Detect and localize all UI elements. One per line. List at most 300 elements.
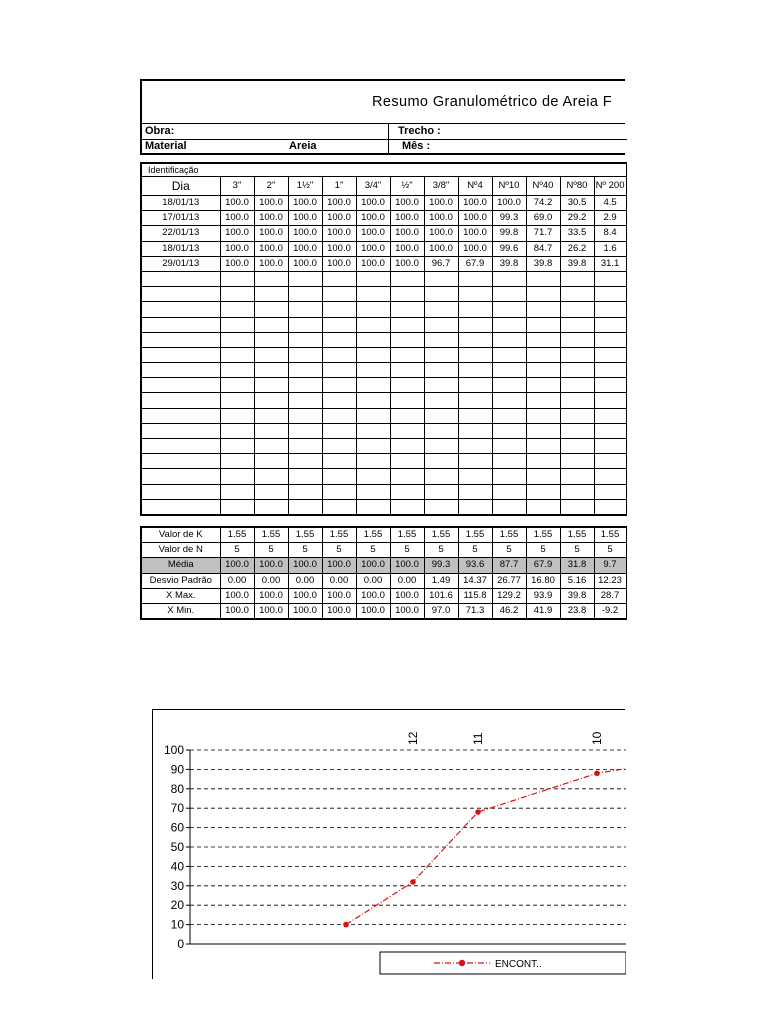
empty-cell [424, 439, 458, 454]
chart-svg [153, 710, 626, 980]
stats-value: 1.55 [254, 527, 288, 543]
empty-cell [424, 393, 458, 408]
empty-cell [526, 469, 560, 484]
sieve-value: 100.0 [356, 196, 390, 211]
stats-value: 1.55 [526, 527, 560, 543]
empty-row [141, 484, 626, 499]
empty-cell [141, 469, 220, 484]
empty-cell [560, 499, 594, 515]
empty-cell [141, 393, 220, 408]
empty-cell [560, 439, 594, 454]
stats-value: -9.2 [594, 603, 626, 619]
stats-value: 0.00 [220, 573, 254, 588]
stats-value: 1.55 [288, 527, 322, 543]
row-date: 18/01/13 [141, 196, 220, 211]
sieve-value: 100.0 [390, 256, 424, 271]
sieve-header: 3/4" [356, 177, 390, 196]
day-header: Dia [141, 177, 220, 196]
empty-cell [141, 271, 220, 286]
granulometry-table [140, 162, 627, 516]
stats-value: 100.0 [356, 603, 390, 619]
y-tick-label: 90 [170, 762, 184, 777]
empty-cell [424, 408, 458, 423]
empty-cell [220, 363, 254, 378]
sieve-value: 99.8 [492, 226, 526, 241]
empty-cell [424, 332, 458, 347]
sieve-header: ½" [390, 177, 424, 196]
stats-value: 1.55 [492, 527, 526, 543]
empty-cell [594, 393, 626, 408]
sieve-value: 100.0 [356, 211, 390, 226]
stats-value: 100.0 [220, 603, 254, 619]
sieve-header: 2" [254, 177, 288, 196]
empty-cell [322, 408, 356, 423]
empty-cell [526, 317, 560, 332]
empty-cell [254, 271, 288, 286]
empty-cell [288, 408, 322, 423]
empty-cell [492, 408, 526, 423]
empty-cell [254, 484, 288, 499]
empty-cell [424, 484, 458, 499]
empty-cell [288, 347, 322, 362]
stats-label: X Min. [141, 603, 220, 619]
stats-value: 1.55 [424, 527, 458, 543]
top-axis-label: 10 [590, 731, 604, 745]
empty-row [141, 317, 626, 332]
stats-label: Desvio Padrão [141, 573, 220, 588]
empty-cell [458, 408, 492, 423]
empty-cell [526, 408, 560, 423]
empty-cell [322, 302, 356, 317]
empty-cell [254, 378, 288, 393]
mes-label: Mês : [402, 140, 431, 152]
empty-cell [390, 408, 424, 423]
empty-cell [322, 469, 356, 484]
empty-cell [288, 423, 322, 438]
sieve-value: 26.2 [560, 241, 594, 256]
empty-cell [492, 454, 526, 469]
sieve-value: 100.0 [322, 256, 356, 271]
stats-value: 1.55 [356, 527, 390, 543]
sieve-value: 100.0 [288, 256, 322, 271]
stats-value: 97.0 [424, 603, 458, 619]
empty-cell [526, 423, 560, 438]
sieve-header: Nº 200 [594, 177, 626, 196]
empty-cell [492, 317, 526, 332]
sieve-value: 1.6 [594, 241, 626, 256]
stats-value: 23.8 [560, 603, 594, 619]
header-row [141, 177, 626, 196]
empty-cell [356, 499, 390, 515]
empty-cell [560, 393, 594, 408]
sieve-value: 100.0 [458, 241, 492, 256]
sieve-value: 100.0 [220, 241, 254, 256]
sieve-value: 100.0 [458, 226, 492, 241]
sieve-value: 67.9 [458, 256, 492, 271]
sieve-value: 31.1 [594, 256, 626, 271]
empty-cell [288, 302, 322, 317]
empty-cell [390, 454, 424, 469]
empty-cell [356, 439, 390, 454]
stats-value: 31.8 [560, 558, 594, 573]
empty-cell [560, 454, 594, 469]
empty-cell [254, 439, 288, 454]
empty-cell [560, 484, 594, 499]
empty-cell [254, 302, 288, 317]
empty-cell [322, 317, 356, 332]
empty-cell [220, 499, 254, 515]
empty-cell [356, 378, 390, 393]
empty-cell [356, 363, 390, 378]
empty-cell [141, 363, 220, 378]
stats-value: 100.0 [288, 603, 322, 619]
stats-value: 93.6 [458, 558, 492, 573]
empty-cell [322, 484, 356, 499]
sieve-value: 71.7 [526, 226, 560, 241]
data-point [410, 879, 416, 885]
stats-value: 9.7 [594, 558, 626, 573]
sieve-value: 100.0 [390, 211, 424, 226]
stats-row [141, 603, 626, 619]
sieve-value: 100.0 [220, 226, 254, 241]
y-tick-label: 80 [170, 781, 184, 796]
empty-cell [220, 287, 254, 302]
empty-cell [322, 271, 356, 286]
empty-cell [220, 393, 254, 408]
empty-cell [458, 302, 492, 317]
stats-row [141, 543, 626, 558]
empty-cell [492, 378, 526, 393]
empty-cell [492, 439, 526, 454]
stats-value: 5 [424, 543, 458, 558]
top-axis-label: 12 [406, 731, 420, 745]
empty-row [141, 347, 626, 362]
series-line [346, 767, 626, 924]
sieve-value: 29.2 [560, 211, 594, 226]
sieve-header: 1" [322, 177, 356, 196]
empty-cell [356, 287, 390, 302]
empty-cell [220, 423, 254, 438]
material-label: Material [145, 140, 187, 152]
empty-cell [560, 317, 594, 332]
empty-cell [390, 271, 424, 286]
stats-value: 1.55 [458, 527, 492, 543]
empty-cell [356, 347, 390, 362]
empty-row [141, 408, 626, 423]
empty-cell [594, 408, 626, 423]
sieve-header: 1½" [288, 177, 322, 196]
empty-cell [390, 363, 424, 378]
empty-row [141, 423, 626, 438]
stats-row [141, 588, 626, 603]
empty-cell [390, 439, 424, 454]
empty-cell [390, 332, 424, 347]
sieve-value: 30.5 [560, 196, 594, 211]
empty-cell [220, 317, 254, 332]
empty-cell [526, 332, 560, 347]
empty-cell [356, 484, 390, 499]
empty-cell [141, 423, 220, 438]
sieve-value: 100.0 [390, 241, 424, 256]
stats-value: 67.9 [526, 558, 560, 573]
stats-value: 5.16 [560, 573, 594, 588]
empty-cell [492, 484, 526, 499]
empty-cell [526, 347, 560, 362]
empty-cell [141, 332, 220, 347]
row-date: 22/01/13 [141, 226, 220, 241]
stats-value: 5 [458, 543, 492, 558]
stats-value: 99.3 [424, 558, 458, 573]
stats-label: X Max. [141, 588, 220, 603]
stats-value: 0.00 [390, 573, 424, 588]
sieve-value: 100.0 [390, 226, 424, 241]
empty-cell [594, 439, 626, 454]
sieve-header: 3" [220, 177, 254, 196]
empty-cell [458, 363, 492, 378]
legend-marker [459, 960, 465, 966]
y-tick-label: 10 [170, 917, 184, 932]
empty-cell [220, 347, 254, 362]
empty-cell [594, 271, 626, 286]
empty-cell [458, 423, 492, 438]
stats-value: 100.0 [322, 558, 356, 573]
stats-value: 100.0 [254, 558, 288, 573]
empty-cell [288, 393, 322, 408]
empty-cell [254, 347, 288, 362]
empty-cell [424, 347, 458, 362]
y-tick-label: 40 [170, 859, 184, 874]
empty-cell [560, 302, 594, 317]
empty-cell [458, 378, 492, 393]
sieve-value: 100.0 [424, 211, 458, 226]
empty-cell [356, 302, 390, 317]
empty-cell [356, 454, 390, 469]
empty-row [141, 439, 626, 454]
y-tick-label: 20 [170, 898, 184, 913]
empty-cell [458, 317, 492, 332]
sieve-value: 100.0 [254, 241, 288, 256]
empty-cell [424, 423, 458, 438]
stats-value: 1.55 [322, 527, 356, 543]
stats-value: 12.23 [594, 573, 626, 588]
empty-cell [220, 484, 254, 499]
empty-cell [424, 469, 458, 484]
sieve-value: 96.7 [424, 256, 458, 271]
stats-value: 26.77 [492, 573, 526, 588]
stats-value: 39.8 [560, 588, 594, 603]
info-row-material [142, 139, 627, 154]
empty-cell [322, 378, 356, 393]
empty-row [141, 332, 626, 347]
empty-cell [141, 484, 220, 499]
grading-chart [152, 709, 625, 979]
empty-cell [254, 317, 288, 332]
empty-row [141, 393, 626, 408]
sieve-value: 69.0 [526, 211, 560, 226]
stats-value: 100.0 [390, 588, 424, 603]
stats-value: 14.37 [458, 573, 492, 588]
trecho-label: Trecho : [398, 125, 441, 137]
sieve-header: Nº40 [526, 177, 560, 196]
empty-cell [458, 454, 492, 469]
empty-row [141, 287, 626, 302]
stats-value: 100.0 [356, 558, 390, 573]
empty-cell [141, 439, 220, 454]
empty-cell [424, 363, 458, 378]
empty-cell [560, 378, 594, 393]
empty-cell [424, 499, 458, 515]
sieve-value: 100.0 [322, 241, 356, 256]
empty-cell [322, 332, 356, 347]
sieve-header: 3/8" [424, 177, 458, 196]
sieve-value: 39.8 [526, 256, 560, 271]
empty-cell [594, 302, 626, 317]
stats-value: 100.0 [288, 588, 322, 603]
stats-value: 115.8 [458, 588, 492, 603]
sieve-value: 100.0 [458, 196, 492, 211]
empty-cell [458, 287, 492, 302]
empty-cell [220, 378, 254, 393]
stats-value: 129.2 [492, 588, 526, 603]
stats-value: 0.00 [288, 573, 322, 588]
empty-cell [254, 423, 288, 438]
info-block [140, 123, 625, 155]
empty-cell [526, 499, 560, 515]
empty-cell [560, 332, 594, 347]
sieve-value: 100.0 [424, 241, 458, 256]
statistics-table [140, 526, 627, 620]
sieve-header: Nº10 [492, 177, 526, 196]
empty-cell [526, 271, 560, 286]
stats-row [141, 527, 626, 543]
empty-cell [424, 378, 458, 393]
stats-value: 5 [322, 543, 356, 558]
empty-cell [390, 423, 424, 438]
empty-cell [322, 423, 356, 438]
empty-cell [141, 317, 220, 332]
empty-cell [220, 439, 254, 454]
empty-cell [288, 469, 322, 484]
empty-cell [141, 287, 220, 302]
empty-cell [492, 423, 526, 438]
data-point [594, 770, 600, 776]
stats-value: 100.0 [322, 603, 356, 619]
empty-cell [254, 469, 288, 484]
sieve-value: 100.0 [492, 196, 526, 211]
row-date: 29/01/13 [141, 256, 220, 271]
empty-cell [322, 393, 356, 408]
empty-cell [594, 378, 626, 393]
title-box [140, 79, 625, 123]
empty-cell [254, 287, 288, 302]
stats-value: 5 [254, 543, 288, 558]
empty-cell [254, 499, 288, 515]
empty-cell [288, 363, 322, 378]
stats-value: 5 [356, 543, 390, 558]
stats-value: 1.55 [390, 527, 424, 543]
stats-label: Média [141, 558, 220, 573]
sieve-value: 100.0 [220, 196, 254, 211]
sieve-value: 100.0 [254, 226, 288, 241]
table-row [141, 196, 626, 211]
empty-cell [560, 408, 594, 423]
stats-value: 100.0 [390, 603, 424, 619]
stats-value: 1.55 [220, 527, 254, 543]
empty-cell [492, 499, 526, 515]
sieve-value: 2.9 [594, 211, 626, 226]
stats-value: 100.0 [356, 588, 390, 603]
empty-cell [594, 454, 626, 469]
sieve-value: 100.0 [288, 211, 322, 226]
empty-cell [390, 469, 424, 484]
empty-cell [220, 271, 254, 286]
sieve-value: 100.0 [356, 256, 390, 271]
sieve-value: 100.0 [356, 241, 390, 256]
sieve-value: 8.4 [594, 226, 626, 241]
stats-value: 93.9 [526, 588, 560, 603]
stats-value: 5 [560, 543, 594, 558]
empty-cell [492, 287, 526, 302]
empty-cell [288, 317, 322, 332]
sieve-value: 39.8 [560, 256, 594, 271]
y-tick-label: 50 [170, 840, 184, 854]
empty-cell [526, 302, 560, 317]
empty-cell [458, 469, 492, 484]
y-tick-label: 60 [170, 820, 184, 835]
stats-value: 100.0 [390, 558, 424, 573]
stats-value: 46.2 [492, 603, 526, 619]
empty-row [141, 499, 626, 515]
empty-cell [390, 287, 424, 302]
empty-cell [560, 423, 594, 438]
empty-cell [594, 469, 626, 484]
empty-cell [288, 287, 322, 302]
table-row [141, 226, 626, 241]
stats-value: 100.0 [220, 588, 254, 603]
sieve-value: 100.0 [458, 211, 492, 226]
sieve-value: 100.0 [288, 196, 322, 211]
empty-cell [526, 484, 560, 499]
y-tick-label: 70 [170, 801, 184, 816]
stats-value: 5 [526, 543, 560, 558]
empty-cell [458, 393, 492, 408]
empty-cell [288, 439, 322, 454]
sieve-value: 100.0 [254, 211, 288, 226]
report-title: Resumo Granulométrico de Areia F [372, 94, 613, 110]
stats-value: 0.00 [356, 573, 390, 588]
empty-cell [356, 317, 390, 332]
empty-cell [356, 469, 390, 484]
empty-cell [492, 302, 526, 317]
empty-cell [594, 499, 626, 515]
empty-row [141, 302, 626, 317]
empty-cell [492, 469, 526, 484]
stats-value: 71.3 [458, 603, 492, 619]
stats-row [141, 573, 626, 588]
empty-cell [220, 469, 254, 484]
empty-cell [356, 408, 390, 423]
empty-cell [424, 271, 458, 286]
data-point [343, 922, 349, 928]
sieve-value: 4.5 [594, 196, 626, 211]
y-tick-label: 100 [163, 743, 184, 757]
empty-cell [560, 271, 594, 286]
empty-cell [424, 454, 458, 469]
empty-cell [594, 363, 626, 378]
stats-value: 0.00 [254, 573, 288, 588]
empty-cell [594, 484, 626, 499]
empty-cell [356, 332, 390, 347]
